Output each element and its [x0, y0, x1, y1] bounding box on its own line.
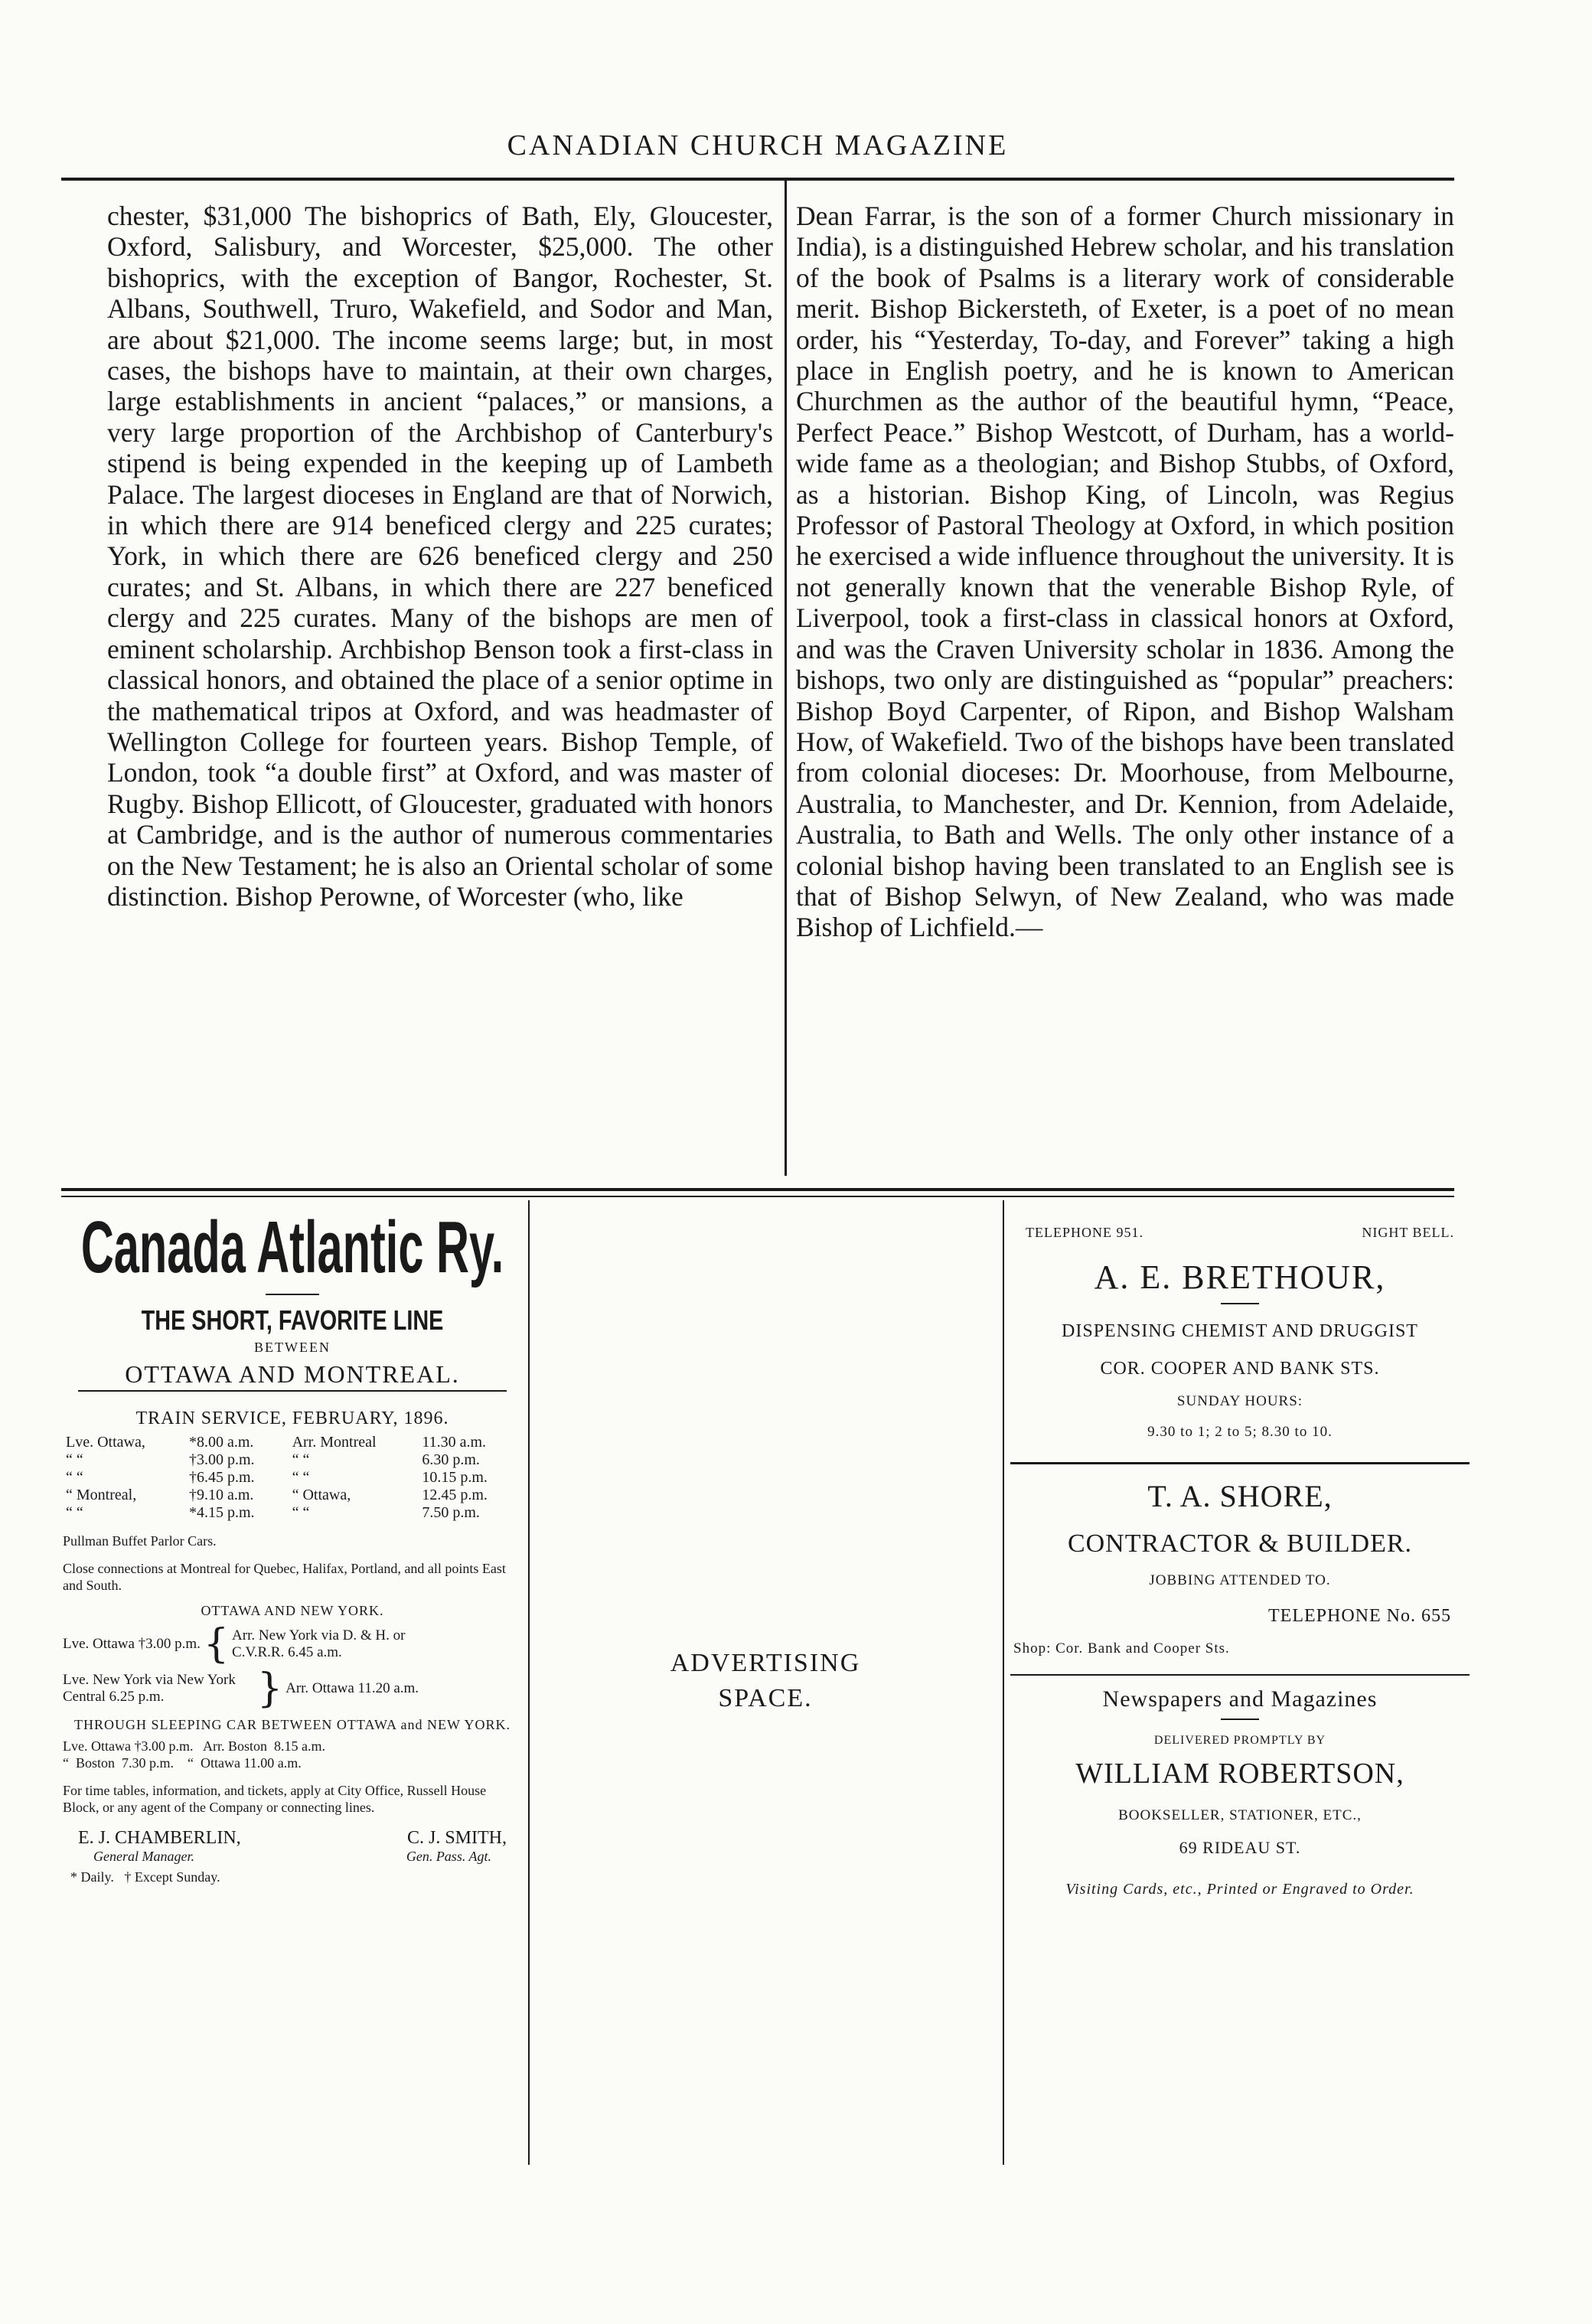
route-label: OTTAWA AND MONTREAL.	[125, 1360, 460, 1388]
sleeping-car-heading: THROUGH SLEEPING CAR BETWEEN OTTAWA and NEW YORK.	[73, 1717, 511, 1732]
arrival: 10.15 p.m.	[422, 1469, 488, 1486]
title-general-manager: General Manager.	[93, 1849, 194, 1864]
robertson-trade: BOOKSELLER, STATIONER, ETC.,	[1118, 1807, 1362, 1823]
station: “ “	[66, 1504, 83, 1521]
departure: †3.00 p.m.	[188, 1451, 255, 1468]
section-rule-thin	[61, 1196, 1454, 1197]
right-advertisements	[1010, 1225, 1470, 1898]
robertson-heading: Newspapers and Magazines	[1102, 1686, 1378, 1712]
ny-arrival-2: Arr. Ottawa 11.20 a.m.	[285, 1680, 419, 1696]
new-york-route-2	[63, 1666, 522, 1712]
column-divider	[785, 181, 787, 1176]
ad-separator	[1010, 1462, 1470, 1464]
brethour-hours: 9.30 to 1; 2 to 5; 8.30 to 10.	[1147, 1424, 1333, 1440]
destination: Arr. Montreal	[292, 1434, 377, 1451]
timetable-row	[63, 1451, 522, 1469]
advertising-space-line2: SPACE.	[718, 1684, 813, 1712]
robertson-delivered: DELIVERED PROMPTLY BY	[1153, 1734, 1326, 1747]
railway-advertisement	[63, 1206, 522, 1885]
departure: †9.10 a.m.	[188, 1487, 254, 1503]
brethour-trade: DISPENSING CHEMIST AND DRUGGIST	[1062, 1321, 1418, 1341]
article-left-text: chester, $31,000 The bishoprics of Bath, Ely, Gloucester, Oxford, Salisbury, and Worcester, $25,000. The other bishoprics, with the exception of Bangor, Rochester, St. Albans, Southwell, Truro, Wakefield, and Sodor and Man, are about $21,000. The income seems large; but, in most cases, the bishops have to maintain, at their own charges, large establishments in ancient “palaces,” or mansions, a very large proportion of the Archbishop of Canterbury's stipend is being expended in the keeping up of Lambeth Palace. The largest dioceses in England are that of Norwich, in which there are 914 beneficed clergy and 225 curates; York, in which there are 626 beneficed clergy and 250 curates; and St. Albans, in which there are 227 beneficed clergy and 225 curates. Many of the bishops are men of eminent scholarship. Archbishop Benson took a first-class in classical honors, and obtained the place of a senior optime in the mathematical tripos at Oxford, and was headmaster of Wellington College for fourteen years. Bishop Temple, of London, took “a double first” at Oxford, and was master of Rugby. Bishop Ellicott, of Gloucester, graduated with honors at Cambridge, and is the author of numerous commentaries on the New Testament; he is also an Oriental scholar of some distinction. Bishop Perowne, of Worcester (who, like	[107, 201, 773, 912]
shore-name: T. A. SHORE,	[1147, 1479, 1333, 1513]
brethour-rule	[1221, 1303, 1259, 1304]
ny-arrival-1: Arr. New York via D. & H. or C.V.R.R. 6.45 a.m.	[232, 1627, 406, 1660]
brethour-phone-line	[1010, 1225, 1470, 1241]
departure: †6.45 p.m.	[188, 1469, 255, 1486]
brethour-name: A. E. BRETHOUR,	[1094, 1258, 1386, 1296]
brace-glyph: }	[257, 1666, 283, 1712]
shore-jobbing: JOBBING ATTENDED TO.	[1149, 1572, 1331, 1588]
advertising-space-line1: ADVERTISING	[670, 1649, 861, 1677]
destination: “ “	[292, 1469, 310, 1486]
brace-glyph: {	[203, 1621, 230, 1667]
arrival: 12.45 p.m.	[422, 1487, 488, 1503]
destination: “ Ottawa,	[292, 1487, 351, 1503]
article-left-column	[107, 201, 773, 1173]
timetable	[63, 1434, 522, 1522]
new-york-route-1	[63, 1621, 522, 1667]
ny-departure-1: Lve. Ottawa †3.00 p.m.	[63, 1636, 201, 1652]
railway-title: Canada Atlantic Ry.	[80, 1206, 504, 1288]
arrival: 11.30 a.m.	[422, 1434, 487, 1451]
destination: “ “	[292, 1451, 310, 1468]
departure: *4.15 p.m.	[188, 1504, 255, 1521]
header-rule	[61, 178, 1454, 181]
robertson-rule	[1221, 1719, 1259, 1720]
brethour-night-bell: NIGHT BELL.	[1362, 1225, 1454, 1240]
destination: “ “	[292, 1504, 310, 1521]
ad-divider-left	[528, 1200, 530, 2165]
signature-passenger-agent: C. J. SMITH,	[406, 1828, 507, 1848]
title-rule	[266, 1294, 319, 1295]
new-york-heading: OTTAWA AND NEW YORK.	[201, 1603, 384, 1618]
boston-route-1: Lve. Ottawa †3.00 p.m. Arr. Boston 8.15 a.m.	[63, 1738, 325, 1754]
advertising-space	[597, 1646, 934, 1716]
timetable-row	[63, 1469, 522, 1487]
timetable-row	[63, 1504, 522, 1522]
arrival: 7.50 p.m.	[422, 1504, 480, 1521]
section-rule	[61, 1188, 1454, 1191]
timetables-note: For time tables, information, and tickets, apply at City Office, Russell House Block, or any agent of the Company or connecting lines.	[63, 1783, 487, 1815]
ad-separator	[1010, 1674, 1470, 1676]
ny-departure-2: Lve. New York via New York Central 6.25 p.m.	[63, 1672, 236, 1705]
between-label: BETWEEN	[254, 1340, 331, 1355]
boston-route-2: “ Boston 7.30 p.m. “ Ottawa 11.00 a.m.	[63, 1755, 302, 1771]
brethour-address: COR. COOPER AND BANK STS.	[1100, 1359, 1380, 1379]
title-passenger-agent: Gen. Pass. Agt.	[406, 1849, 491, 1864]
station: “ Montreal,	[66, 1487, 137, 1503]
signature-general-manager: E. J. CHAMBERLIN,	[78, 1828, 241, 1848]
railway-tagline: THE SHORT, FAVORITE LINE	[141, 1304, 444, 1336]
robertson-cards: Visiting Cards, etc., Printed or Engraved to Order.	[1065, 1881, 1414, 1898]
pullman-note: Pullman Buffet Parlor Cars.	[63, 1533, 217, 1549]
station: “ “	[66, 1451, 83, 1468]
robertson-name: WILLIAM ROBERTSON,	[1075, 1758, 1404, 1790]
article-right-text: Dean Farrar, is the son of a former Church missionary in India), is a distinguished Hebrew scholar, and his translation of the book of Psalms is a literary work of considerable merit. Bishop Bickersteth, of Exeter, is a poet of no mean order, his “Yesterday, To-day, and Forever” taking a high place in English poetry, and he is known to American Churchmen as the author of the beautiful hymn, “Peace, Perfect Peace.” Bishop Westcott, of Durham, has a world-wide fame as a theologian; and Bishop Stubbs, of Oxford, as a historian. Bishop King, of Lincoln, was Regius Professor of Pastoral Theology at Oxford, in which position he exercised a wide influence throughout the university. It is not generally known that the venerable Bishop Ryle, of Liverpool, took a first-class in classical honors at Oxford, and was the Craven University scholar in 1836. Among the bishops, two only are distinguished as “popular” preachers: Bishop Boyd Carpenter, of Ripon, and Bishop Walsham How, of Wakefield. Two of the bishops have been translated from colonial dioceses: Dr. Moorhouse, from Melbourne, Australia, to Manchester, and Dr. Kennion, from Adelaide, Australia, to Bath and Wells. The only other instance of a colonial bishop having been translated to an English see is that of Bishop Selwyn, of New Zealand, who was made Bishop of Lichfield.—	[796, 201, 1454, 943]
route-rule	[78, 1390, 507, 1392]
connections-note: Close connections at Montreal for Quebec, Halifax, Portland, and all points East and South.	[63, 1561, 506, 1593]
arrival: 6.30 p.m.	[422, 1451, 480, 1468]
station: Lve. Ottawa,	[66, 1434, 145, 1451]
signatures	[63, 1828, 522, 1849]
brethour-sunday-label: SUNDAY HOURS:	[1176, 1393, 1303, 1409]
brethour-telephone: TELEPHONE 951.	[1026, 1225, 1143, 1240]
station: “ “	[66, 1469, 83, 1486]
signature-titles	[63, 1849, 522, 1865]
departure: *8.00 a.m.	[188, 1434, 254, 1451]
shore-telephone: TELEPHONE No. 655	[1268, 1606, 1451, 1626]
timetable-row	[63, 1487, 522, 1504]
ad-divider-right	[1003, 1200, 1004, 2165]
train-service-heading: TRAIN SERVICE, FEBRUARY, 1896.	[135, 1408, 449, 1428]
robertson-address: 69 RIDEAU ST.	[1179, 1838, 1301, 1857]
timetable-row	[63, 1434, 522, 1451]
shore-trade: CONTRACTOR & BUILDER.	[1067, 1529, 1413, 1558]
timetable-footnote: * Daily. † Except Sunday.	[70, 1869, 220, 1885]
shore-shop: Shop: Cor. Bank and Cooper Sts.	[1013, 1640, 1230, 1657]
running-head: CANADIAN CHURCH MAGAZINE	[507, 129, 1009, 162]
article-right-column	[796, 201, 1454, 1173]
